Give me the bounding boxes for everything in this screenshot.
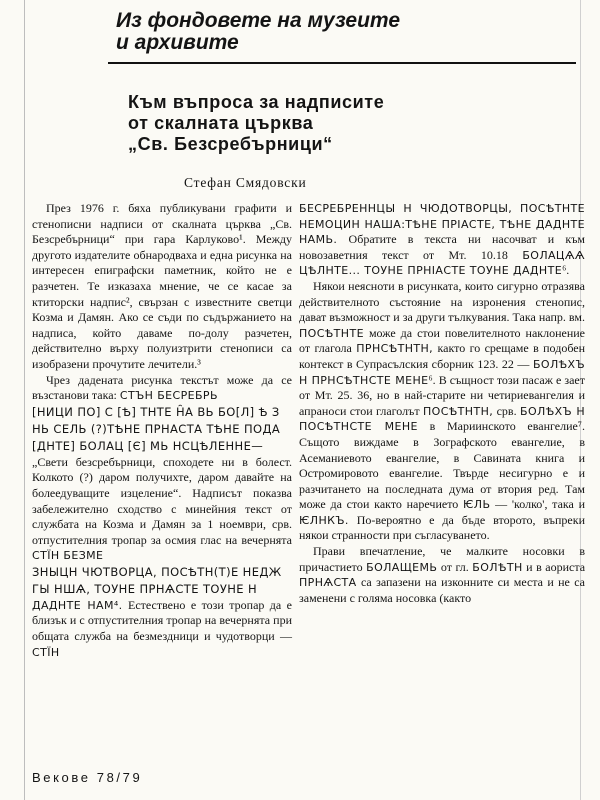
paragraph-reconstruction (32, 373, 292, 404)
slavonic-matthew: БОЛАЦѦѦ ЦѢЛНТЕ... ТОУНЕ ПРНІАСТЕ ТОУНЕ ДАДНТЕ (299, 248, 586, 278)
slavonic-word: ѤЛЬ (463, 498, 491, 512)
text-segment: — 'колко', така и (495, 497, 586, 512)
paragraph-continued (299, 201, 585, 279)
text-segment: от гл. (440, 559, 469, 574)
section-heading-line1: Из фондовете на музеите (116, 9, 400, 32)
article-author: Стефан Смядовски (184, 175, 307, 190)
paragraph-tropar (32, 581, 292, 660)
slavonic-word: БОЛѢТН (472, 560, 523, 574)
section-heading (116, 10, 586, 54)
paragraph-intro: През 1976 г. бяха публикувани графити и стенописни надписи от скалната църква „Св. Безсребърници“ при гара Карлуково¹. Между другото издателите обнародваха и една рисунка на интересен епиграфски паметник, който не е разчетен. Те изказаха мнение, че се касае за ктиторски надпис², свързан с известните светци Козма и Дамян. Ако се съди по съдържанието на надписа, който даваме по-долу разчетен, действително върху полуизтрити стенописи са изобразени прочутите лечители.³ (32, 201, 292, 371)
reconstruction-text: Чрез дадената рисунка текстът може да се възстанови така: (32, 372, 292, 403)
text-segment: и в аориста (526, 559, 586, 574)
text-segment: са запазени на изконните си места и не са заменени с голяма носовка (както (299, 575, 586, 605)
continued-text: Обратите в текста ни насочват и към новозаветния текст от Мт. 10.18 (299, 232, 586, 262)
slavonic-inline: СТЪН БЕСРЕБРЬ (119, 389, 218, 403)
paragraph-nasals (299, 544, 585, 606)
page-border-left (24, 0, 25, 800)
left-column (32, 201, 292, 660)
slavonic-line-6: ДАДНТЕ НАМ⁴. (32, 598, 123, 612)
slavonic-word: ПОСѢТНТН, (423, 404, 494, 418)
slavonic-line-4: ЗНЫЦН ЧЮТВОРЦА, ПОСѢТН(Т)Е НЕДЖ (32, 564, 282, 579)
slavonic-word: БОЛАЩЕМЬ (366, 560, 438, 574)
slavonic-line-5: ГЫ НШѦ, ТОУНЕ ПРНѦСТЕ ТОУНЕ Н (32, 581, 258, 596)
slavonic-word: ѤЛНКЪ. (299, 513, 349, 527)
tropar-text: Естествено е този тропар да е близък и с отпустителния тропар на вечернята при общата служба на безмездници и чудотворци — (32, 597, 292, 644)
article-title-line3: „Св. Безсребърници“ (128, 134, 333, 154)
slavonic-word: ПОСѢТНТЕ (299, 326, 364, 340)
slavonic-word: БОЛѢХЪ Н ПРНСѢТНСТЕ МЕНЕ (299, 357, 586, 387)
text-segment: може да стои повелителното наклонение от глагола (299, 325, 586, 356)
slavonic-word: БОЛѢХЪ Н ПОСѢТНСТЕ МЕНЕ (299, 404, 586, 434)
paragraph-translation (32, 455, 292, 564)
section-heading-line2: и архивите (116, 31, 239, 54)
text-segment: както го срещаме в подобен контекст в Супрасълския сборник 123. 22 — (299, 341, 586, 371)
article-title-line2: от скалната църква (128, 113, 314, 133)
page-footer: Векове 78/79 (32, 770, 143, 785)
article-title (128, 92, 568, 155)
paragraph-ambiguities (299, 279, 585, 544)
slavonic-end: СТЇН (32, 645, 60, 659)
section-divider (108, 62, 576, 64)
text-segment: ⁶. В същност този пасаж е зает от Мт. 25. 36, но в най-старите ни четириевангелия и апраноси стои глаголът (299, 372, 585, 418)
footnote-mark: ⁶. (562, 263, 570, 278)
slavonic-tail: СТЇН БЕЗМЕ (32, 549, 104, 563)
slavonic-word: ПРНСѢТНТН, (356, 342, 434, 356)
text-segment: Някои неясноти в рисунката, които сигурно отразява действителното състояние на изронения стенопис, дават възможност и за други тълкувания. Така напр. вм. (299, 278, 585, 325)
text-segment: По-вероятно е да бъде второто, въпреки някои странности при съгласуването. (299, 512, 585, 543)
slavonic-word: ПРНѦСТА (299, 576, 357, 590)
translation-text: „Свети безсребърници, споходете ни в болест. Колкото (?) даром получихте, даром давайте на болеедуващите изцеление“. Надписът показва забележително сходство с минейния текст от службата на Козма и Дамян за 1 ноември, срв. отпустителния тропар за осмия глас на вечернята (32, 454, 292, 547)
text-segment: Прави впечатление, че малките носовки в причастието (299, 544, 585, 574)
article-title-line1: Към въпроса за надписите (128, 92, 385, 112)
slavonic-line-3: [ДНТЕ] БОЛАЦ [Є] МЬ НСЦѢЛЕННЕ— (32, 438, 264, 453)
text-segment: срв. (496, 403, 517, 418)
slavonic-line-1: [НИЦИ ПО] С [Ѣ] ТНТЕ Н̑А ВЬ БО[Л] Ѣ З (32, 404, 280, 419)
text-segment: в Мариинското евангелие⁷. Същото виждаме в Зографското евангелие, в Асеманиевото евангелие, в Савината книга и Остромировото евангелие. Твърде несигурно е и разчитането на последната дума от втория ред. Там може да стои както наречието (299, 419, 585, 512)
slavonic-line-2: НЬ СЕЛЬ (?)ТѢНЕ ПРНАСТА ТѢНЕ ПОДА (32, 421, 281, 436)
slavonic-tropar: БЕСРЕБРЕННЦЫ Н ЧЮДОТВОРЦЫ, ПОСѢТНТЕ НЕМОЦИН НАША:ТѢНЕ ПРІАСТЕ, ТѢНЕ ДАДНТЕ НАМЬ. (299, 202, 585, 247)
right-column (299, 201, 585, 606)
